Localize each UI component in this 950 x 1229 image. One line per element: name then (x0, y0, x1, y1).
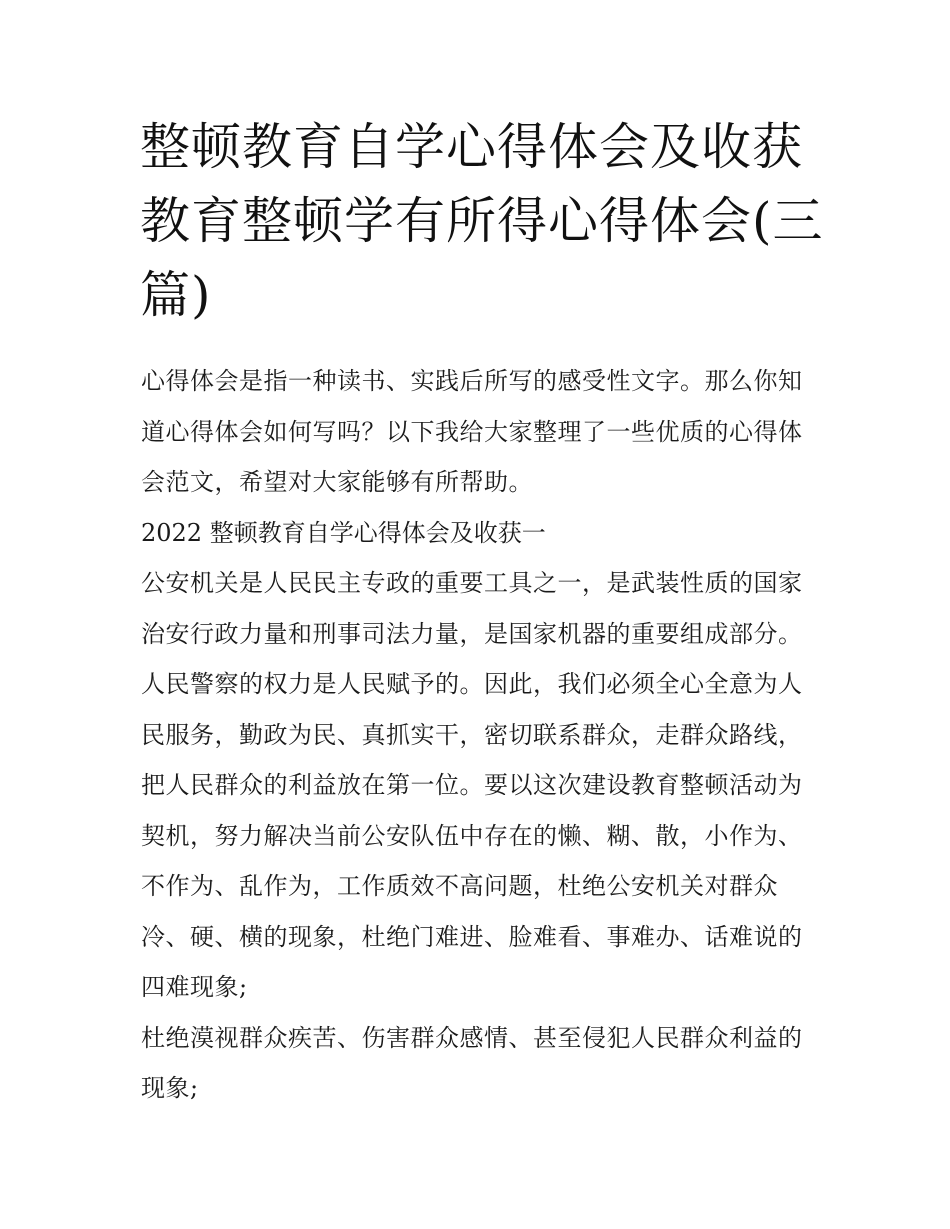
intro-paragraph (141, 356, 831, 508)
paragraph-line: 公安机关是人民民主专政的重要工具之一，是武装性质的国家 (141, 569, 803, 597)
paragraph-line: 杜绝漠视群众疾苦、伤害群众感情、甚至侵犯人民群众利益的 (141, 1023, 803, 1052)
document-title (140, 110, 830, 332)
intro-line: 道心得体会如何写吗？以下我给大家整理了一些优质的心得体 (141, 417, 803, 446)
paragraph-2 (141, 1013, 831, 1114)
paragraph-line: 人民警察的权力是人民赋予的。因此，我们必须全心全意为人 (141, 670, 803, 698)
document-body (141, 356, 831, 1114)
title-line: 篇) (140, 266, 212, 324)
section-heading: 2022 整顿教育自学心得体会及收获一 (141, 518, 546, 547)
paragraph-line: 不作为、乱作为，工作质效不高问题，杜绝公安机关对群众 (141, 872, 778, 900)
paragraph-line: 契机，努力解决当前公安队伍中存在的懒、糊、散，小作为、 (141, 821, 803, 850)
paragraph-line: 四难现象; (141, 973, 248, 1001)
paragraph-line: 治安行政力量和刑事司法力量，是国家机器的重要组成部分。 (141, 619, 803, 648)
paragraph-line: 民服务，勤政为民、真抓实干，密切联系群众，走群众路线， (141, 720, 803, 749)
paragraph-line: 现象; (141, 1074, 199, 1102)
title-line: 整顿教育自学心得体会及收获 (140, 118, 803, 176)
paragraph-line: 把人民群众的利益放在第一位。要以这次建设教育整顿活动为 (141, 771, 803, 799)
intro-line: 心得体会是指一种读书、实践后所写的感受性文字。那么你知 (141, 367, 803, 395)
intro-line: 会范文，希望对大家能够有所帮助。 (141, 468, 533, 496)
paragraph-line: 冷、硬、横的现象，杜绝门难进、脸难看、事难办、话难说的 (141, 922, 803, 951)
paragraph-1 (141, 558, 831, 1013)
title-line: 教育整顿学有所得心得体会(三 (140, 192, 824, 250)
